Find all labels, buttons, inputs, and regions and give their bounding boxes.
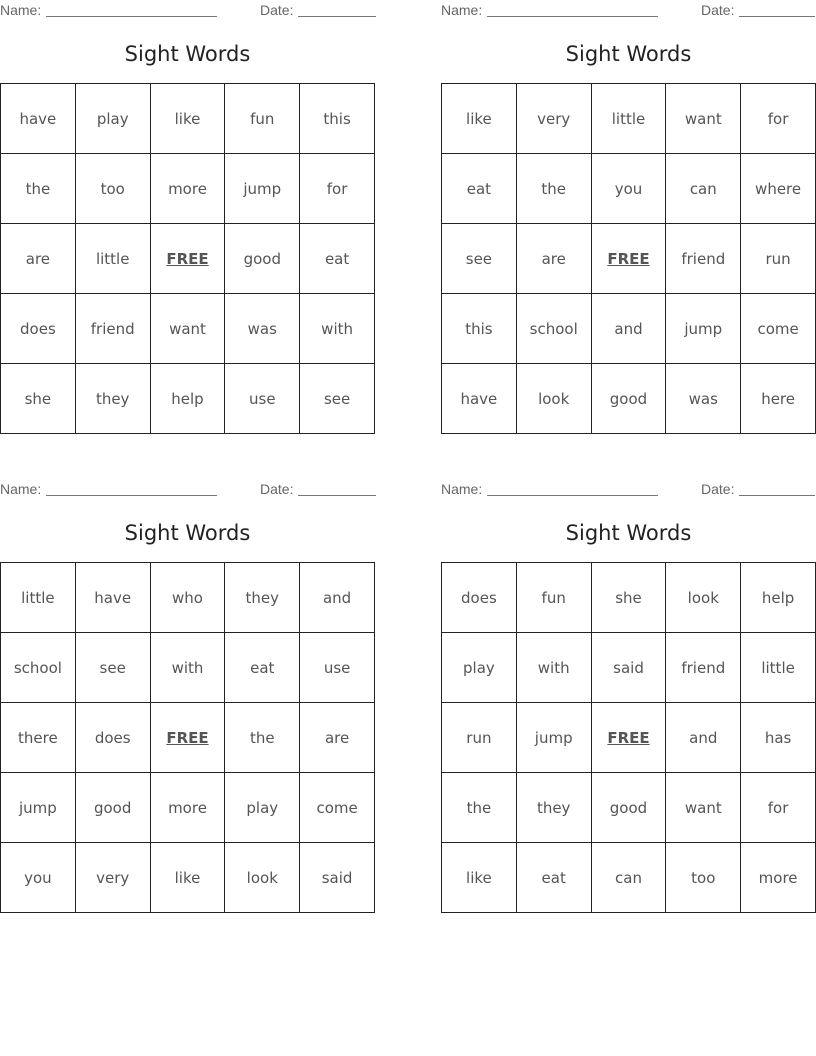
- word-cell: this: [300, 84, 375, 154]
- word-cell: help: [151, 364, 226, 434]
- word-cell: little: [592, 84, 667, 154]
- bingo-card-2: [441, 0, 816, 408]
- word-cell: jump: [1, 773, 76, 843]
- word-cell: for: [741, 84, 816, 154]
- word-cell: good: [76, 773, 151, 843]
- word-cell: with: [300, 294, 375, 364]
- word-cell: are: [1, 224, 76, 294]
- card-header: [0, 479, 375, 499]
- word-cell: like: [442, 84, 517, 154]
- word-cell: see: [300, 364, 375, 434]
- name-label: Name:: [441, 2, 483, 18]
- word-cell: are: [300, 703, 375, 773]
- word-cell: eat: [517, 843, 592, 913]
- card-header: [441, 0, 816, 20]
- card-header: [441, 479, 816, 499]
- word-cell: are: [517, 224, 592, 294]
- word-cell: have: [442, 364, 517, 434]
- name-field-line[interactable]: [46, 16, 217, 17]
- name-field-line[interactable]: [487, 495, 658, 496]
- name-field-line[interactable]: [487, 16, 658, 17]
- word-cell: like: [151, 84, 226, 154]
- bingo-grid: [0, 83, 375, 434]
- name-field-line[interactable]: [46, 495, 217, 496]
- free-space-cell: FREE: [592, 703, 667, 773]
- card-title: Sight Words: [565, 521, 692, 545]
- bingo-card-1: [0, 0, 375, 408]
- card-title: Sight Words: [124, 521, 251, 545]
- word-cell: little: [741, 633, 816, 703]
- word-cell: for: [300, 154, 375, 224]
- word-cell: too: [76, 154, 151, 224]
- date-field-line[interactable]: [298, 16, 376, 17]
- word-cell: too: [666, 843, 741, 913]
- word-cell: you: [592, 154, 667, 224]
- bingo-grid: [441, 83, 816, 434]
- word-cell: friend: [666, 224, 741, 294]
- word-cell: use: [300, 633, 375, 703]
- word-cell: the: [225, 703, 300, 773]
- bingo-card-4: [441, 479, 816, 887]
- word-cell: the: [1, 154, 76, 224]
- word-cell: play: [442, 633, 517, 703]
- date-label: Date:: [260, 2, 294, 18]
- word-cell: eat: [225, 633, 300, 703]
- word-cell: with: [517, 633, 592, 703]
- word-cell: and: [666, 703, 741, 773]
- word-cell: run: [741, 224, 816, 294]
- name-label: Name:: [441, 481, 483, 497]
- word-cell: very: [76, 843, 151, 913]
- word-cell: eat: [442, 154, 517, 224]
- word-cell: more: [151, 154, 226, 224]
- word-cell: does: [76, 703, 151, 773]
- word-cell: has: [741, 703, 816, 773]
- word-cell: and: [300, 563, 375, 633]
- word-cell: they: [76, 364, 151, 434]
- word-cell: jump: [225, 154, 300, 224]
- card-header: [0, 0, 375, 20]
- word-cell: here: [741, 364, 816, 434]
- word-cell: this: [442, 294, 517, 364]
- date-field-line[interactable]: [739, 16, 815, 17]
- word-cell: there: [1, 703, 76, 773]
- word-cell: see: [76, 633, 151, 703]
- word-cell: for: [741, 773, 816, 843]
- word-cell: play: [76, 84, 151, 154]
- word-cell: help: [741, 563, 816, 633]
- word-cell: jump: [666, 294, 741, 364]
- word-cell: good: [592, 364, 667, 434]
- word-cell: you: [1, 843, 76, 913]
- word-cell: was: [666, 364, 741, 434]
- word-cell: want: [666, 773, 741, 843]
- word-cell: fun: [225, 84, 300, 154]
- word-cell: fun: [517, 563, 592, 633]
- word-cell: was: [225, 294, 300, 364]
- word-cell: can: [666, 154, 741, 224]
- word-cell: look: [225, 843, 300, 913]
- date-label: Date:: [701, 481, 735, 497]
- word-cell: like: [151, 843, 226, 913]
- card-title: Sight Words: [124, 42, 251, 66]
- word-cell: friend: [76, 294, 151, 364]
- free-space-cell: FREE: [151, 703, 226, 773]
- word-cell: little: [1, 563, 76, 633]
- word-cell: who: [151, 563, 226, 633]
- bingo-grid: [0, 562, 375, 913]
- bingo-card-3: [0, 479, 375, 887]
- word-cell: with: [151, 633, 226, 703]
- word-cell: the: [517, 154, 592, 224]
- date-field-line[interactable]: [739, 495, 815, 496]
- word-cell: have: [76, 563, 151, 633]
- word-cell: good: [225, 224, 300, 294]
- word-cell: said: [592, 633, 667, 703]
- word-cell: have: [1, 84, 76, 154]
- word-cell: she: [1, 364, 76, 434]
- word-cell: they: [225, 563, 300, 633]
- card-title: Sight Words: [565, 42, 692, 66]
- word-cell: does: [442, 563, 517, 633]
- word-cell: can: [592, 843, 667, 913]
- word-cell: eat: [300, 224, 375, 294]
- word-cell: friend: [666, 633, 741, 703]
- word-cell: look: [517, 364, 592, 434]
- word-cell: the: [442, 773, 517, 843]
- word-cell: want: [151, 294, 226, 364]
- word-cell: very: [517, 84, 592, 154]
- word-cell: said: [300, 843, 375, 913]
- word-cell: and: [592, 294, 667, 364]
- word-cell: want: [666, 84, 741, 154]
- word-cell: she: [592, 563, 667, 633]
- date-label: Date:: [701, 2, 735, 18]
- word-cell: does: [1, 294, 76, 364]
- word-cell: come: [741, 294, 816, 364]
- word-cell: where: [741, 154, 816, 224]
- word-cell: good: [592, 773, 667, 843]
- name-label: Name:: [0, 2, 42, 18]
- free-space-cell: FREE: [592, 224, 667, 294]
- word-cell: more: [151, 773, 226, 843]
- word-cell: use: [225, 364, 300, 434]
- word-cell: like: [442, 843, 517, 913]
- word-cell: more: [741, 843, 816, 913]
- word-cell: school: [517, 294, 592, 364]
- word-cell: run: [442, 703, 517, 773]
- word-cell: they: [517, 773, 592, 843]
- word-cell: look: [666, 563, 741, 633]
- word-cell: see: [442, 224, 517, 294]
- date-field-line[interactable]: [298, 495, 376, 496]
- free-space-cell: FREE: [151, 224, 226, 294]
- word-cell: play: [225, 773, 300, 843]
- date-label: Date:: [260, 481, 294, 497]
- word-cell: jump: [517, 703, 592, 773]
- name-label: Name:: [0, 481, 42, 497]
- word-cell: little: [76, 224, 151, 294]
- bingo-grid: [441, 562, 816, 913]
- word-cell: come: [300, 773, 375, 843]
- word-cell: school: [1, 633, 76, 703]
